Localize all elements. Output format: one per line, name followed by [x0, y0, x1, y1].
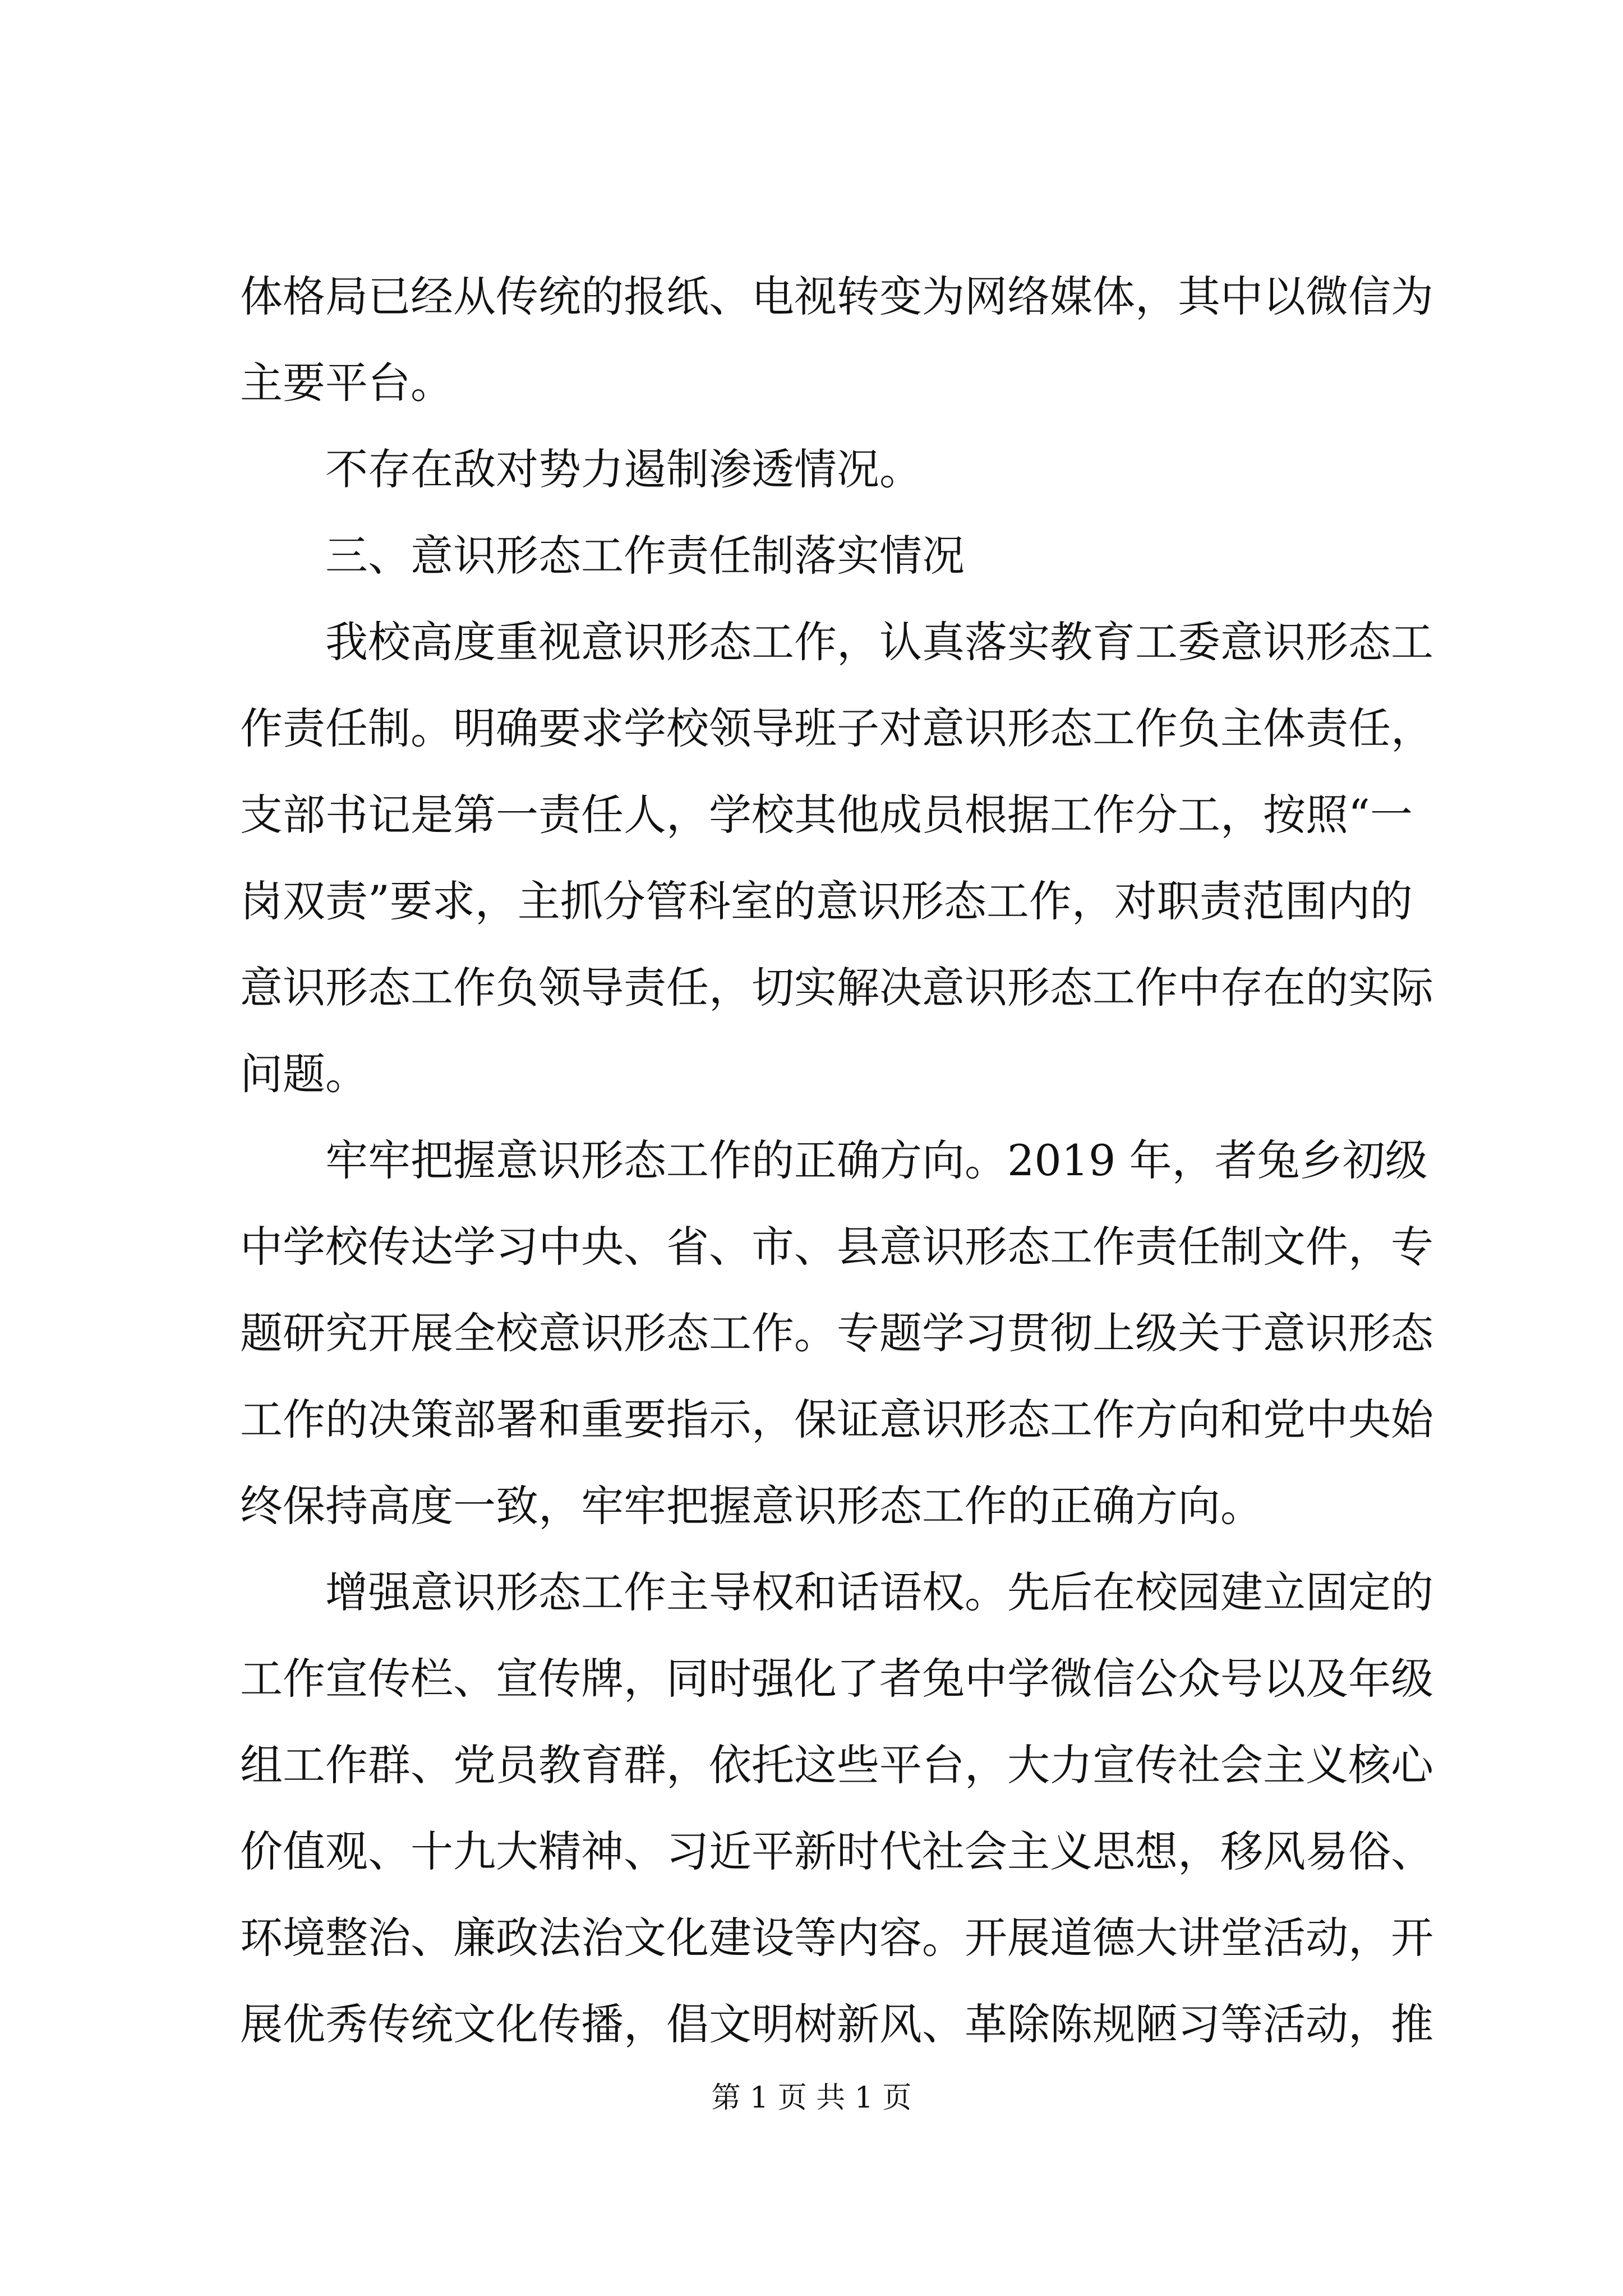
text-line-14: 工作的决策部署和重要指示，保证意识形态工作方向和党中央始: [240, 1395, 1433, 1444]
text-line-13: 题研究开展全校意识形态工作。专题学习贯彻上级关于意识形态: [240, 1308, 1433, 1358]
text-line-11: 牢牢把握意识形态工作的正确方向。2019 年，者兔乡初级: [240, 1135, 1428, 1185]
page-footer: 第 1 页 共 1 页: [711, 2081, 912, 2115]
text-line-8: 岗双责”要求，主抓分管科室的意识形态工作，对职责范围内的: [240, 876, 1413, 926]
text-line-21: 展优秀传统文化传播，倡文明树新风、革除陈规陋习等活动，推: [240, 1999, 1433, 2049]
text-line-5: 我校高度重视意识形态工作，认真落实教育工委意识形态工: [240, 617, 1433, 667]
text-line-15: 终保持高度一致，牢牢把握意识形态工作的正确方向。: [240, 1481, 1263, 1531]
text-line-9: 意识形态工作负领导责任，切实解决意识形态工作中存在的实际: [240, 963, 1433, 1013]
text-line-7: 支部书记是第一责任人，学校其他成员根据工作分工，按照“一: [240, 790, 1413, 840]
text-line-10: 问题。: [240, 1049, 368, 1099]
section-heading: 三、意识形态工作责任制落实情况: [240, 531, 965, 581]
document-body: [240, 254, 1433, 2068]
text-line-6: 作责任制。明确要求学校领导班子对意识形态工作负主体责任，: [240, 703, 1433, 753]
text-line-19: 价值观、十九大精神、习近平新时代社会主义思想，移风易俗、: [240, 1826, 1433, 1876]
text-line-12: 中学校传达学习中央、省、市、县意识形态工作责任制文件，专: [240, 1222, 1433, 1272]
text-line-18: 组工作群、党员教育群，依托这些平台，大力宣传社会主义核心: [240, 1740, 1433, 1790]
text-line-17: 工作宣传栏、宣传牌，同时强化了者兔中学微信公众号以及年级: [240, 1654, 1433, 1704]
text-line-2: 主要平台。: [240, 358, 453, 408]
text-line-3: 不存在敌对势力遏制渗透情况。: [240, 444, 922, 494]
text-line-16: 增强意识形态工作主导权和话语权。先后在校园建立固定的: [240, 1567, 1433, 1617]
text-line-20: 环境整治、廉政法治文化建设等内容。开展道德大讲堂活动，开: [240, 1913, 1433, 1963]
text-line-1: 体格局已经从传统的报纸、电视转变为网络媒体，其中以微信为: [240, 272, 1433, 321]
